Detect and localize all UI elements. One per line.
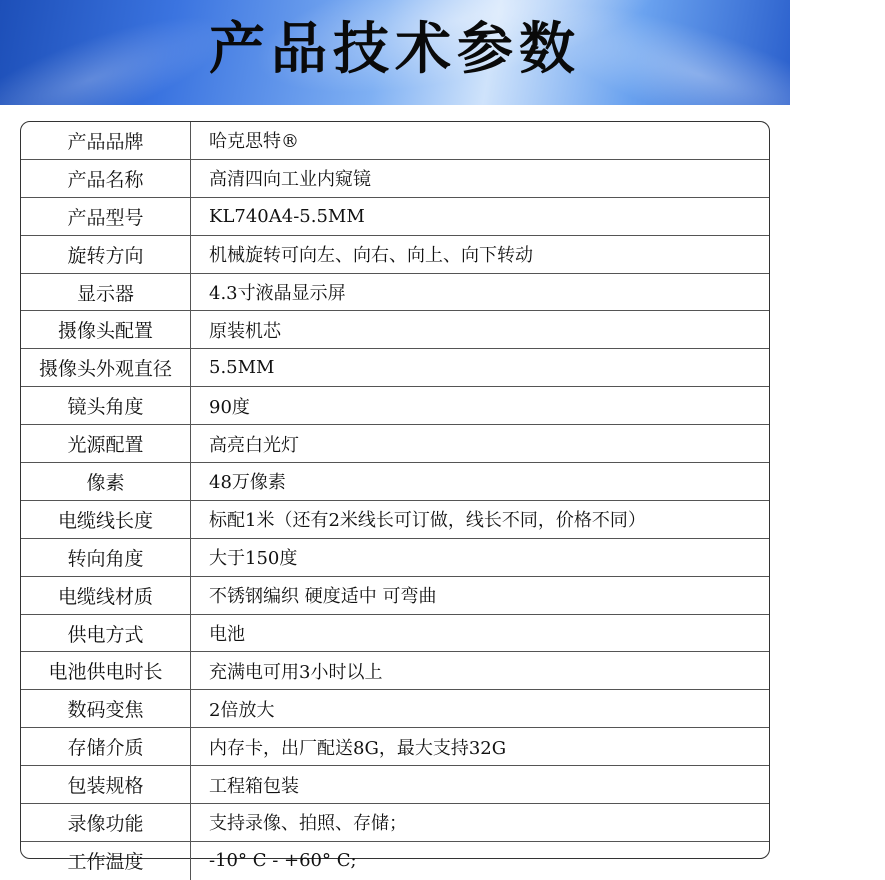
table-row (21, 766, 769, 804)
table-row (21, 160, 769, 198)
spec-label: 产品名称 (21, 160, 191, 197)
table-row (21, 311, 769, 349)
spec-value: -10° C - +60° C; (209, 850, 357, 872)
spec-value: 工程箱包装 (209, 775, 299, 797)
table-row (21, 728, 769, 766)
spec-value: 内存卡，出厂配送8G，最大支持32G (209, 737, 507, 759)
table-row (21, 804, 769, 842)
table-row (21, 425, 769, 463)
spec-value: 5.5MM (209, 357, 275, 379)
table-row (21, 501, 769, 539)
spec-value: 哈克思特® (209, 131, 299, 153)
table-row (21, 690, 769, 728)
page-title: 产品技术参数 (209, 17, 581, 82)
spec-value: 标配1米（还有2米线长可订做，线长不同，价格不同） (209, 510, 646, 532)
table-row (21, 274, 769, 312)
spec-label: 旋转方向 (21, 236, 191, 273)
spec-value: 大于150度 (209, 548, 298, 570)
table-row (21, 615, 769, 653)
table-row (21, 198, 769, 236)
spec-label: 像素 (21, 463, 191, 500)
table-row (21, 122, 769, 160)
title-banner (0, 0, 790, 105)
spec-value: 机械旋转可向左、向右、向上、向下转动 (209, 245, 533, 267)
table-row (21, 539, 769, 577)
spec-value: 原装机芯 (209, 320, 281, 342)
spec-value: 高亮白光灯 (209, 434, 299, 456)
spec-label: 包装规格 (21, 766, 191, 803)
spec-value: 48万像素 (209, 472, 286, 494)
spec-label: 镜头角度 (21, 387, 191, 424)
spec-label: 电池供电时长 (21, 652, 191, 689)
spec-label: 电缆线长度 (21, 501, 191, 538)
spec-label: 显示器 (21, 274, 191, 311)
spec-value: 充满电可用3小时以上 (209, 661, 383, 683)
spec-label: 摄像头外观直径 (21, 349, 191, 386)
spec-label: 转向角度 (21, 539, 191, 576)
table-row (21, 236, 769, 274)
spec-table (20, 121, 770, 874)
table-row (21, 387, 769, 425)
spec-label: 产品型号 (21, 198, 191, 235)
table-row (21, 577, 769, 615)
table-row (21, 463, 769, 501)
spec-label: 产品品牌 (21, 122, 191, 159)
spec-label: 存储介质 (21, 728, 191, 765)
spec-value: 高清四向工业内窥镜 (209, 169, 371, 191)
spec-value: 不锈钢编织 硬度适中 可弯曲 (209, 586, 437, 608)
spec-label: 电缆线材质 (21, 577, 191, 614)
spec-label: 光源配置 (21, 425, 191, 462)
spec-label: 工作温度 (21, 842, 191, 880)
table-row (21, 349, 769, 387)
spec-value: 电池 (209, 624, 245, 646)
spec-label: 数码变焦 (21, 690, 191, 727)
spec-value: 支持录像、拍照、存储； (209, 813, 407, 835)
spec-value: 4.3寸液晶显示屏 (209, 283, 346, 304)
table-row (21, 842, 769, 880)
spec-label: 供电方式 (21, 615, 191, 652)
spec-value: KL740A4-5.5MM (209, 205, 365, 227)
spec-label: 摄像头配置 (21, 311, 191, 348)
spec-label: 录像功能 (21, 804, 191, 841)
spec-value: 2倍放大 (209, 699, 275, 721)
table-row (21, 652, 769, 690)
spec-value: 90度 (209, 396, 250, 418)
